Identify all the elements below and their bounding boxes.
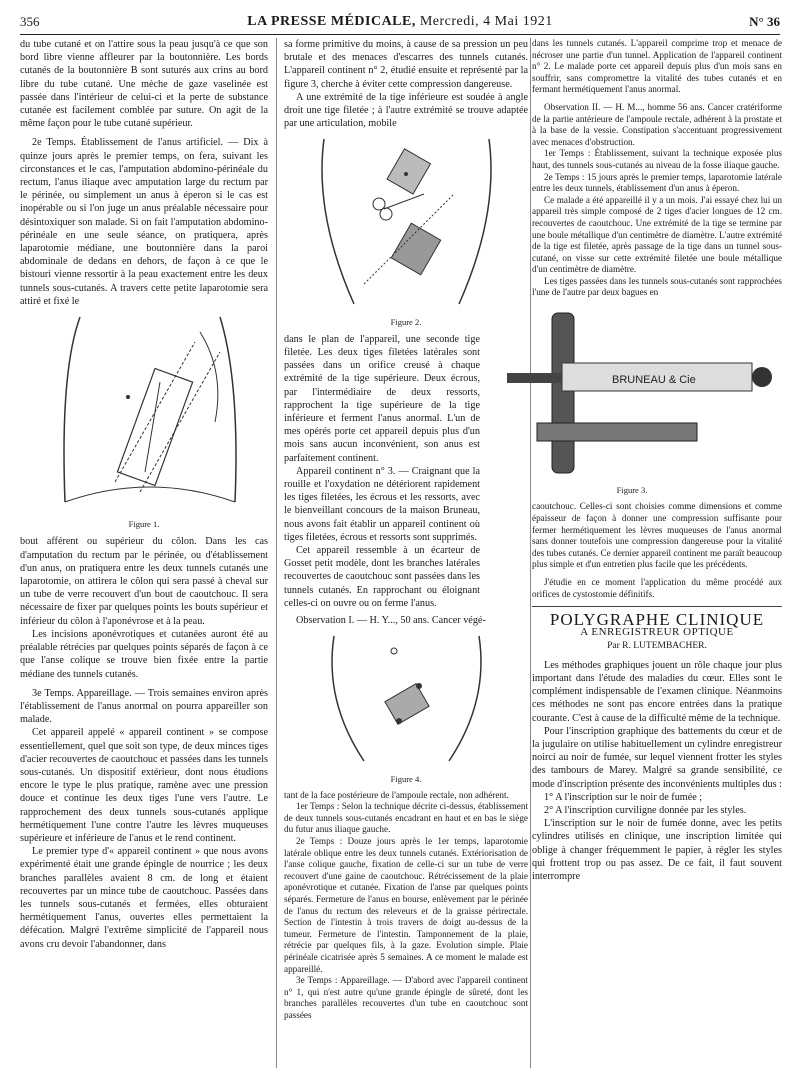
paragraph: J'étudie en ce moment l'application du même procédé aux orifices de cystostomie définitifs. [532,577,782,599]
paragraph: Appareil continent n° 3. — Craignant que la rouille et l'oxydation ne détériorent rapidement les tiges filetées, les écrous et les ressorts, avec le bienveillant concours de la maison Bruneau, nous avons fait établir un appareil continent où tiges filetées, écrous et ressorts sont supprimés. [284,465,480,543]
paragraph: 3e Temps. Appareillage. — Trois semaines environ après l'établissement de l'anus anormal on pourra appareiller son malade. [20,687,268,726]
paragraph: Les tiges passées dans les tunnels sous-cutanés sont rapprochées l'une de l'autre par deux bagues en [532,275,782,298]
paragraph: Observation II. — H. M..., homme 56 ans. Cancer cratériforme de la partie antérieure de l'ampoule rectale, adhérent à la prostate et à la base de la vessie. Constipation s'accentuant progressivement avec menaces d'obstruction. [532,101,782,147]
paragraph: bout afférent ou supérieur du côlon. Dans les cas d'amputation du rectum par le périnée, ou d'établissement d'un anus, on pratiquera entre les deux tunnels cutanés une laparotomie, on attirera le côlon qui sera passé à cheval sur un tube de verre recouvert d'un bout de caoutchouc. Il sera nécessaire de fixer par quelques points les bouts supérieur et inférieur du côlon à l'aponévrose et à la peau. [20,536,268,627]
paragraph: 2e Temps : Douze jours après le 1er temps, laparotomie latérale oblique entre les deux tunnels cutanés. Extériorisation de l'anse colique gauche, fixation de celle-ci sur un tube de verre recouvert d'une gaine de caoutchouc. Rétrécissement de la plaie aponévrotique et cutanée. Fixation de l'anse par quelques points séparés. Fermeture de l'anus en bourse, enlèvement par le périnée de l'anus du rectum des releveurs et de la graisse périrectale. Section de l'intestin à trois travers de doigt au-dessus de la tumeur. Fermeture de l'intestin. Tamponnement de la plaie, rétrécie par quelques fils, à la gaze. Evolution simple. Plaie périnéale cicatrisée après 5 semaines. A ce moment le malade est appareillé. [284,836,528,974]
paragraph: 1er Temps : Établissement, suivant la technique exposée plus haut, des tunnels sous-cutanés au niveau de la fosse iliaque gauche. [532,148,782,170]
figure-4 [284,631,528,785]
paragraph: Observation I. — H. Y..., 50 ans. Cancer végé- [296,615,486,627]
figure-4-illustration [284,631,528,766]
page-header [20,14,780,36]
paragraph: dans le plan de l'appareil, une seconde tige filetée. Les deux tiges filetées latérales sont passées dans un orifice creusé à chaque extrémité de la tige supérieure. Deux écrous, par l'intermédiaire de deux ressorts, rapprochent la tige supérieure de la tige inférieure et ferment l'anus anormal. L'un de mes opérés porte cet appareil depuis plus d'un mois sans aucun inconvénient, son anus est parfaitement continent. [284,333,480,464]
figure-caption: Figure 2. [390,316,422,327]
paragraph: Pour l'inscription graphique des battements du cœur et de la jugulaire on utilise habituellement un cylindre enregistreur noirci au noir de fumée, sur lequel viennent frotter les styles des tambours de Marey. Malgré sa grande sensibilité, ce mode d'inscription présente des inconvénients multiples dus : [532,725,782,790]
paragraph: Ce malade a été appareillé il y a un mois. J'ai essayé chez lui un appareil très simple composé de 2 tiges d'acier longues de 12 cm. recouvertes de caoutchouc. Une extrémité de la tige se termine par une boule métallique d'un centimètre de diamètre. L'autre extrémité de la tige est filetée, après passage de la tige dans un tunnel sous-cutané, on visse sur cette extrémité filetée une boule métallique d'un centimètre de diamètre. [532,194,782,275]
figure-3 [482,303,782,497]
paragraph: caoutchouc. Celles-ci sont choisies comme dimensions et comme épaisseur de façon à donner une compression suffisante pour fermer hermétiquement les lèvres muqueuses de l'anus anormal sans donner toutefois une compression dangereuse pour la vitalité des tubes cutanés. Ce dernier appareil continent me paraît beaucoup plus simple et d'un entretien plus facile que les précédents. [532,501,782,570]
column-divider [530,38,531,1068]
column-3 [532,38,782,883]
manufacturer-mark: BRUNEAU & Cie [612,374,696,387]
paragraph: tant de la face postérieure de l'ampoule rectale, non adhérent. [284,789,509,800]
header-rule [20,34,780,35]
figure-1-illustration [20,312,268,512]
article-author: Par R. LUTEMBACHER. [607,640,707,651]
column-divider [276,38,277,1068]
paragraph: 1° A l'inscription sur le noir de fumée ; [544,791,703,803]
journal-name: LA PRESSE MÉDICALE, [247,14,416,29]
issue-date: Mercredi, 4 Mai 1921 [419,14,553,29]
paragraph: 2e Temps. Établissement de l'anus artificiel. — Dix à quinze jours après le premier temps, on fera, suivant les circonstances et le cas, l'amputation abdomino-périnéale du rectum, l'anus iliaque avec amputation large du rectum par le périnée, ou simplement un anus à éperon si le cas est inopérable ou si l'on juge un anus préalable nécessaire pour désintoxiquer son malade. Si on fait l'amputation abdomino-périnéale en une seule séance, on pratiquera, après laparotomie médiane, une boutonnière dans la paroi abdominale de dedans en dehors, de façon à ce que le bistouri vienne ressortir à la peau exactement entre les deux tunnels sous-cutanés. A travers cette petite laparotomie sera attiré et fixé le [20,137,268,307]
paragraph: dans les tunnels cutanés. L'appareil comprime trop et menace de nécroser une partie d'un tunnel. Application de l'appareil continent n° 2. Le malade porte cet appareil depuis plus d'un mois sans en souffrir, sans compromettre la vitalité des tubes cutanés et en fermant hermétiquement l'anus anormal. [532,38,782,95]
article-title: POLYGRAPHE CLINIQUE [549,610,765,630]
figure-caption: Figure 4. [390,773,422,784]
figure-2-illustration [284,134,528,309]
paragraph: Les incisions aponévrotiques et cutanées auront été au préalable rétrécies par quelques points séparés de façon à ce que l'anse colique se trouve bien fixée entre la partie médiane des tunnels cutanés. [20,628,268,680]
issue-number: N° 36 [749,14,780,29]
column-2 [284,38,528,1022]
column-1 [20,38,268,951]
paragraph: 2° A l'inscription curviligne donnée par les styles. [544,805,747,817]
article-subtitle: A ENREGISTREUR OPTIQUE [580,626,734,639]
figure-3-illustration [482,303,782,478]
paragraph: sa forme primitive du moins, à cause de sa pression un peu brutale et des menaces d'escarres des tunnels cutanés. L'appareil continent n° 2, étudié ensuite et représenté par la figure 3, cherche à éviter cette compression dangereuse. [284,39,528,90]
paragraph: A une extrémité de la tige inférieure est soudée à angle droit une tige filetée ; à l'autre extrémité se trouve adaptée par une articulation, mobile [284,91,528,130]
paragraph: Le premier type d'« appareil continent » que nous avons expérimenté était une grande épingle de nourrice ; les deux branches parallèles avaient 8 cm. de long et étaient recouvertes par un mince tube de caoutchouc. Passées dans les tunnels sous-cutanés et fermées, elles obturaient hermétiquement l'anus, ouvertes elles permettaient la défécation. Malgré l'extrême simplicité de l'appareil nous avons cru devoir l'abandonner, dans [20,846,268,950]
paragraph: du tube cutané et on l'attire sous la peau jusqu'à ce que son bord libre vienne affleurer par la boutonnière. Les bords cutanés de la boutonnière B sont suturés aux crins au bord libre du tube cutané. Une mèche de gaze vaselinée est passée dans l'intérieur de celui-ci et la perte de substance cutanée est facilement comblée par suture. On agit de la même façon pour le tube cutané supérieur. [20,39,268,130]
journal-title [20,14,780,30]
paragraph: 2e Temps : 15 jours après le premier temps, laparotomie latérale entre les deux tunnels, établissement d'un anus à éperon. [532,171,782,194]
figure-2 [284,134,528,328]
section-divider [532,606,782,607]
paragraph: 1er Temps : Selon la technique décrite ci-dessus, établissement de deux tunnels sous-cutanés encadrant en haut et en bas le siège du futur anus iliaque gauche. [284,801,528,835]
page-number: 356 [20,14,40,29]
paragraph: 3e Temps : Appareillage. — D'abord avec l'appareil continent n° 1, qui n'est autre qu'une grande épingle de sûreté, dont les branches parallèles recouvertes d'un tube en caoutchouc sont passées [284,975,528,1020]
figure-1 [20,312,268,531]
paragraph: Cet appareil appelé « appareil continent » se compose essentiellement, quel que soit son type, de deux minces tiges d'acier recouvertes de caoutchouc et passées dans les tunnels sous-cutanés. Un dispositif extérieur, dont nous étudions encore le type le plus pratique, ramène avec une pression douce et continue les deux tiges l'une vers l'autre. Le rapprochement des deux tunnels sous-cutanés applique hermétiquement l'une contre l'autre les lèvres muqueuses supérieure et inférieure de l'anus et le rend continent. [20,727,268,844]
paragraph: L'inscription sur le noir de fumée donne, avec les petits cylindres utilisés en clinique, une inscription limitée qui oblige à changer fréquemment le papier, à régler les styles qui frottent trop ou pas assez. De ce fait, il faut souvent interrompre [532,818,782,883]
paragraph: Cet appareil ressemble à un écarteur de Gosset petit modèle, dont les branches latérales recouvertes de caoutchouc sont passées dans les tunnels cutanés. En rapprochant ou éloignant celles-ci on ouvre ou on ferme l'anus. [284,545,480,609]
article-heading [532,610,782,653]
figure-caption: Figure 1. [128,519,160,530]
figure-caption: Figure 3. [616,485,648,496]
paragraph: Les méthodes graphiques jouent un rôle chaque jour plus important dans l'étude des maladies du cœur. Elles sont le complément indispensable de l'examen clinique. Néanmoins ces méthodes ne sont pas encore entrées dans la pratique courante. C'est à cause de la difficulté même de la technique. [532,659,782,724]
